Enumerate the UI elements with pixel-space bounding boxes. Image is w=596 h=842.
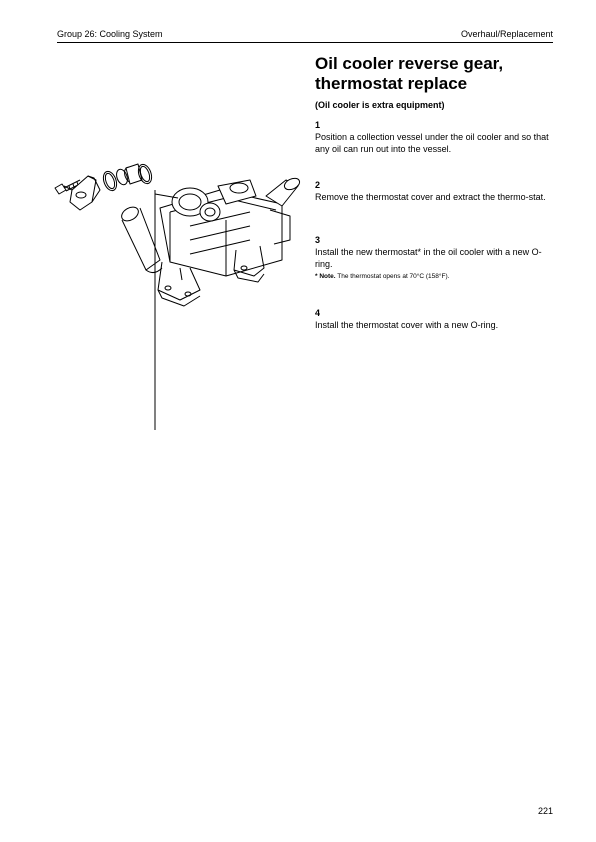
step-text: Position a collection vessel under the oil cooler and so that any oil can run out into the vessel. xyxy=(315,132,549,154)
step-number: 3 xyxy=(315,235,321,245)
step-text: Remove the thermostat cover and extract the thermo-stat. xyxy=(315,192,546,202)
note-text: The thermostat opens at 70°C (158°F). xyxy=(337,273,450,280)
running-header-left: Group 26: Cooling System xyxy=(57,29,163,39)
cooler-housing-part xyxy=(160,176,301,276)
inlet-pipe-part xyxy=(119,204,162,272)
running-header-right: Overhaul/Replacement xyxy=(460,29,553,39)
step-2 xyxy=(315,180,555,203)
page-subtitle: (Oil cooler is extra equipment) xyxy=(315,100,445,110)
o-ring-parts xyxy=(101,163,154,193)
page-title: Oil cooler reverse gear, thermostat replace xyxy=(315,54,504,93)
step-text: Install the new thermostat* in the oil cooler with a new O-ring. xyxy=(315,247,542,269)
step-text: Install the thermostat cover with a new O-ring. xyxy=(315,320,499,330)
step-number: 4 xyxy=(315,308,321,318)
oil-cooler-illustration xyxy=(50,150,310,440)
page-number: 221 xyxy=(537,806,553,816)
thermostat-cover-part xyxy=(64,176,100,210)
note-label: * Note. xyxy=(315,273,336,280)
step-1 xyxy=(315,120,555,155)
step-3 xyxy=(315,235,555,270)
step-4 xyxy=(315,308,555,331)
header-rule xyxy=(57,42,553,43)
step-number: 1 xyxy=(315,120,321,130)
step-number: 2 xyxy=(315,180,321,190)
thermostat-note xyxy=(315,273,449,280)
